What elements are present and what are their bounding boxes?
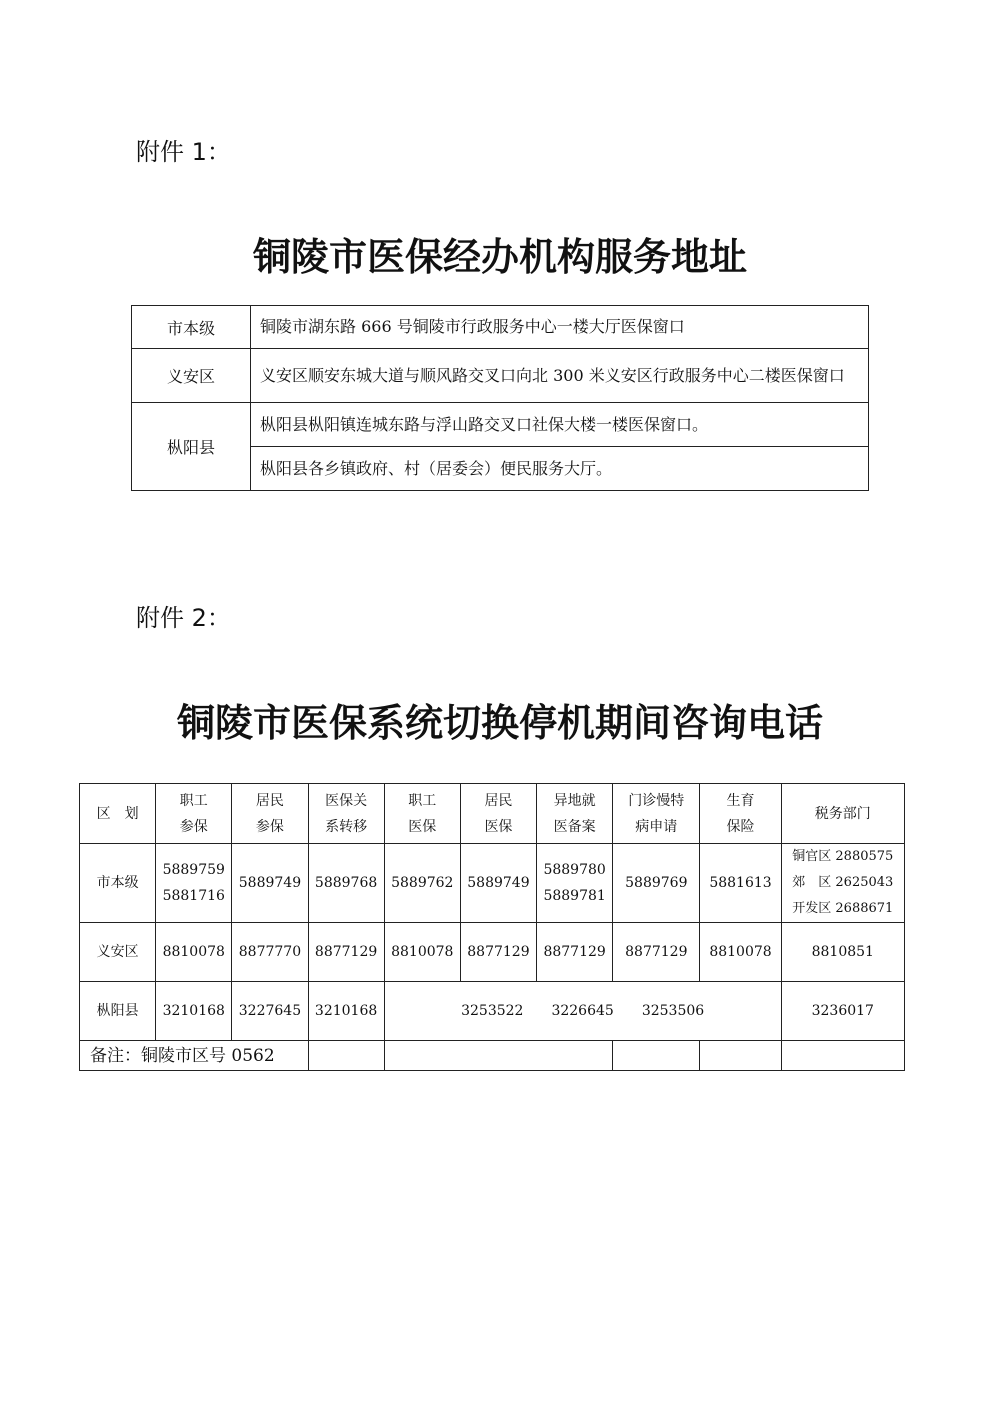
attachment-2-title: 铜陵市医保系统切换停机期间咨询电话	[176, 701, 823, 745]
region-cell: 义安区	[132, 349, 251, 403]
tax-cell: 8810851	[781, 923, 904, 982]
phone-cell: 5889780 5889781	[537, 844, 613, 923]
table-row	[132, 403, 869, 447]
table-row	[80, 844, 905, 923]
address-cell: 铜陵市湖东路 666 号铜陵市行政服务中心一楼大厅医保窗口	[251, 306, 869, 349]
phone-cell: 8810078	[156, 923, 232, 982]
phone-cell: 8877770	[232, 923, 308, 982]
attachment-2-label: 附件 2：	[136, 604, 231, 632]
phone-cell: 3227645	[232, 982, 308, 1041]
empty-cell	[308, 1041, 384, 1071]
phone-cell: 5889768	[308, 844, 384, 923]
region-cell: 市本级	[132, 306, 251, 349]
region-cell: 枞阳县	[80, 982, 156, 1041]
phone-cell: 5889749	[460, 844, 536, 923]
phone-cell: 5881613	[700, 844, 781, 923]
table-row	[80, 923, 905, 982]
address-cell: 枞阳县枞阳镇连城东路与浮山路交叉口社保大楼一楼医保窗口。	[251, 403, 869, 447]
header-cell: 区 划	[80, 784, 156, 844]
phone-cell: 8877129	[613, 923, 700, 982]
phone-cell: 8877129	[460, 923, 536, 982]
hotline-table	[79, 783, 905, 1071]
attachment-1-label: 附件 1：	[136, 138, 231, 166]
empty-cell	[384, 1041, 613, 1071]
header-cell: 居民 参保	[232, 784, 308, 844]
table-row	[132, 349, 869, 403]
region-cell: 枞阳县	[132, 403, 251, 491]
header-cell: 生育 保险	[700, 784, 781, 844]
table-row	[80, 982, 905, 1041]
phone-cell: 8877129	[308, 923, 384, 982]
attachment-1-title: 铜陵市医保经办机构服务地址	[252, 235, 747, 279]
tax-cell: 铜官区 2880575 郊 区 2625043 开发区 2688671	[781, 844, 904, 923]
header-cell: 职工 参保	[156, 784, 232, 844]
phone-cell: 5889759 5881716	[156, 844, 232, 923]
phone-cell: 5889749	[232, 844, 308, 923]
header-cell: 异地就 医备案	[537, 784, 613, 844]
header-cell: 医保关 系转移	[308, 784, 384, 844]
tax-cell: 3236017	[781, 982, 904, 1041]
header-cell: 居民 医保	[460, 784, 536, 844]
service-address-table	[131, 305, 869, 491]
note-row	[80, 1041, 905, 1071]
phone-cell: 5889762	[384, 844, 460, 923]
empty-cell	[781, 1041, 904, 1071]
header-cell: 门诊慢特 病申请	[613, 784, 700, 844]
table-row	[132, 306, 869, 349]
phone-cell: 8877129	[537, 923, 613, 982]
note-cell: 备注：铜陵市区号 0562	[80, 1041, 309, 1071]
phone-cell: 5889769	[613, 844, 700, 923]
empty-cell	[700, 1041, 781, 1071]
phone-cell: 3210168	[308, 982, 384, 1041]
phone-cell: 8810078	[384, 923, 460, 982]
header-cell: 税务部门	[781, 784, 904, 844]
header-cell: 职工 医保	[384, 784, 460, 844]
phone-cell: 3210168	[156, 982, 232, 1041]
address-cell: 义安区顺安东城大道与顺风路交叉口向北 300 米义安区行政服务中心二楼医保窗口	[251, 349, 869, 403]
header-row	[80, 784, 905, 844]
region-cell: 市本级	[80, 844, 156, 923]
region-cell: 义安区	[80, 923, 156, 982]
phone-cell: 8810078	[700, 923, 781, 982]
address-cell: 枞阳县各乡镇政府、村（居委会）便民服务大厅。	[251, 447, 869, 491]
empty-cell	[613, 1041, 700, 1071]
merged-phone-cell: 3253522 3226645 3253506	[384, 982, 781, 1041]
